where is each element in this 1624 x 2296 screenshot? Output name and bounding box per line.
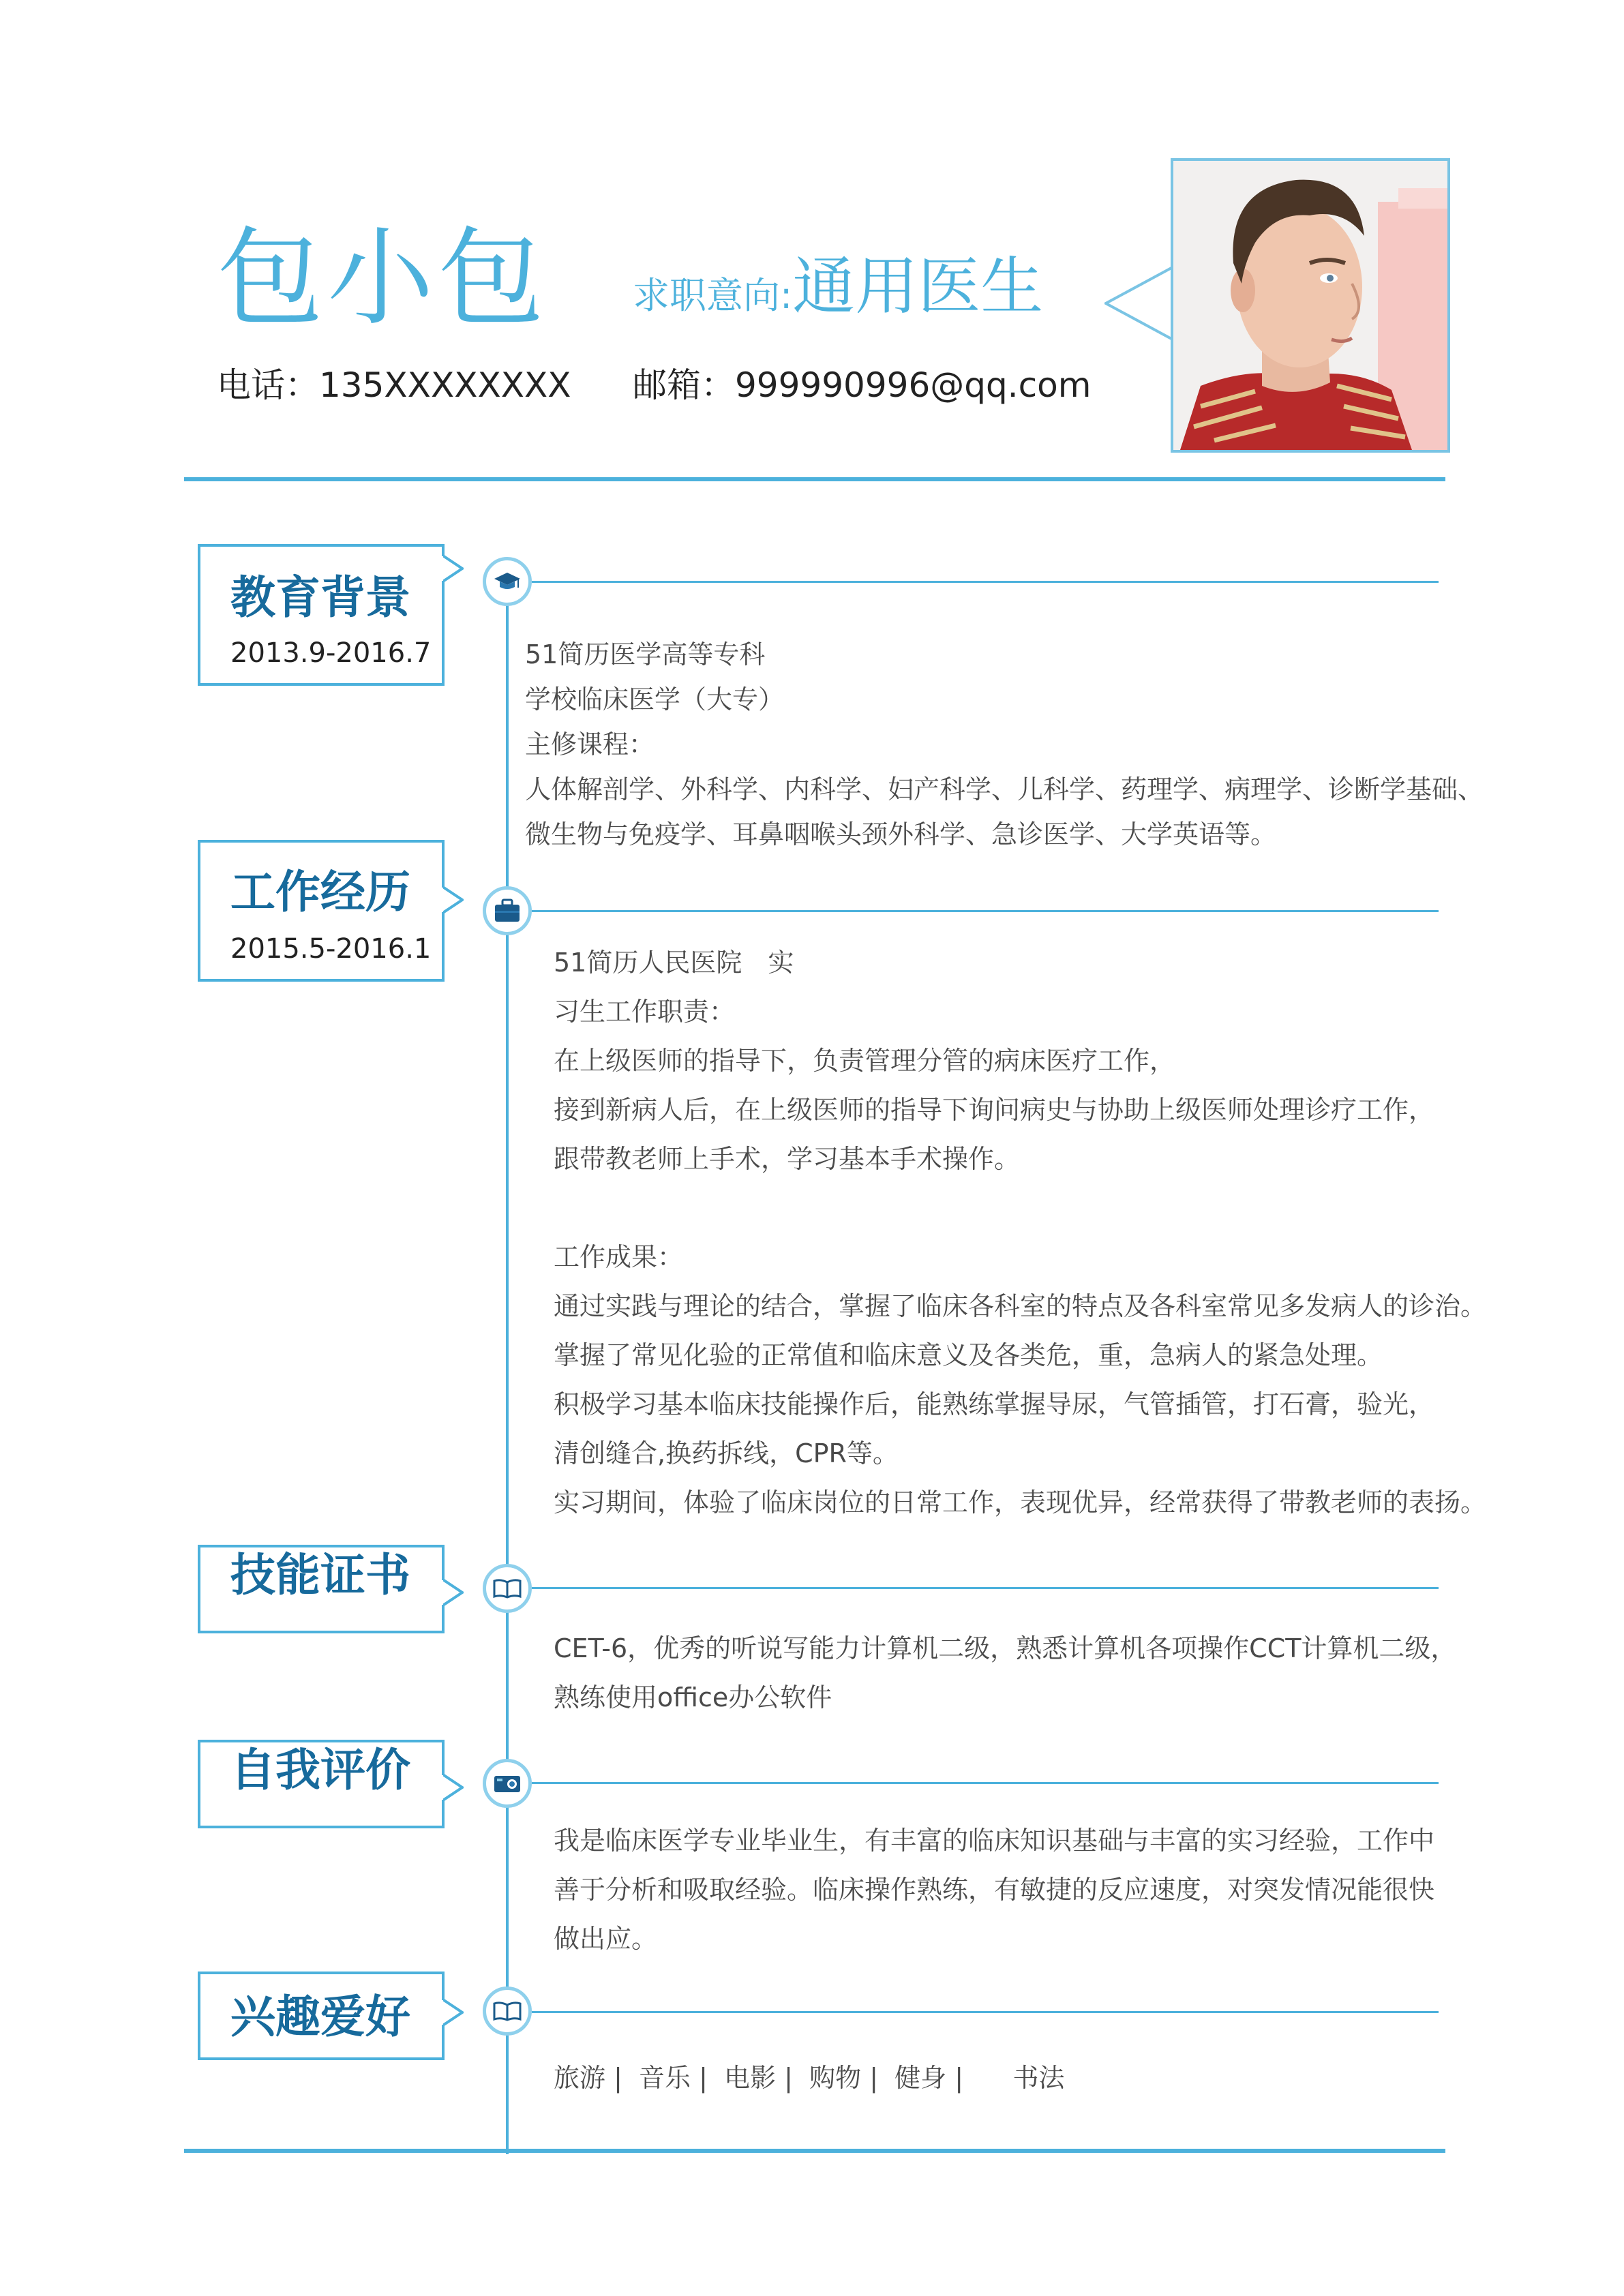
skills-line: 熟练使用office办公软件	[554, 1682, 832, 1712]
education-content	[525, 630, 1484, 859]
book-icon	[492, 2000, 522, 2022]
work-box-pointer	[442, 885, 464, 915]
self-eval-box-pointer	[442, 1772, 464, 1802]
work-line: 工作成果：	[554, 1242, 684, 1272]
education-box-pointer	[442, 554, 464, 584]
phone-number: 电话：135XXXXXXXX	[217, 365, 571, 405]
work-line: 掌握了常见化验的正常值和临床意义及各类危，重，急病人的紧急处理。	[554, 1340, 1383, 1370]
briefcase-icon	[494, 898, 521, 923]
work-line: 在上级医师的指导下，负责管理分管的病床医疗工作，	[554, 1046, 1176, 1076]
work-line: 接到新病人后，在上级医师的指导下询问病史与协助上级医师处理诊疗工作，	[554, 1095, 1435, 1125]
job-intent-value: 通用医生	[792, 250, 1044, 323]
education-rule	[532, 581, 1439, 583]
profile-photo	[1171, 158, 1450, 453]
education-node	[483, 557, 532, 606]
education-line: 人体解剖学、外科学、内科学、妇产科学、儿科学、药理学、病理学、诊断学基础、	[525, 774, 1484, 804]
self-eval-content	[554, 1816, 1434, 1963]
self-eval-line: 善于分析和吸取经验。临床操作熟练，有敏捷的反应速度，对突发情况能很快	[554, 1875, 1435, 1905]
hobbies-rule	[532, 2011, 1439, 2013]
self-eval-line: 做出应。	[554, 1924, 658, 1954]
work-line: 通过实践与理论的结合，掌握了临床各科室的特点及各科室常见多发病人的诊治。	[554, 1291, 1487, 1321]
work-content	[554, 938, 1486, 1527]
education-line: 微生物与免疫学、耳鼻咽喉头颈外科学、急诊医学、大学英语等。	[525, 819, 1277, 849]
education-line: 学校临床医学（大专）	[525, 684, 785, 714]
timeline-line	[506, 566, 509, 2154]
footer-divider	[184, 2149, 1445, 2153]
self-eval-header	[198, 1740, 445, 1828]
graduation-cap-icon	[494, 571, 521, 592]
hobbies-box-pointer	[442, 1997, 464, 2027]
work-node	[483, 886, 532, 935]
work-line: 习生工作职责：	[554, 997, 736, 1027]
self-eval-node	[483, 1759, 532, 1808]
book-icon	[492, 1577, 522, 1599]
skills-node	[483, 1564, 532, 1613]
hobbies-line: 旅游 | 音乐 | 电影 | 购物 | 健身 | 书法	[554, 2063, 1065, 2093]
job-intent-label: 求职意向:	[633, 274, 793, 317]
skills-line: CET-6，优秀的听说写能力计算机二级，熟悉计算机各项操作CCT计算机二级，	[554, 1633, 1457, 1663]
work-line: 实习期间，体验了临床岗位的日常工作，表现优异，经常获得了带教老师的表扬。	[554, 1487, 1487, 1517]
skills-box-pointer	[442, 1577, 464, 1607]
work-line: 清创缝合,换药拆线，CPR等。	[554, 1438, 899, 1468]
skills-rule	[532, 1587, 1439, 1589]
hobbies-content	[554, 2053, 1065, 2102]
education-line: 51简历医学高等专科	[525, 639, 766, 669]
header-divider	[184, 477, 1445, 481]
candidate-name: 包小包	[217, 216, 548, 340]
self-eval-title: 自我评价	[230, 1744, 410, 1796]
work-line: 跟带教老师上手术，学习基本手术操作。	[554, 1144, 1021, 1174]
education-date: 2013.9-2016.7	[230, 637, 432, 669]
email-address: 邮箱：999990996@qq.com	[633, 365, 1092, 405]
education-line: 主修课程：	[525, 729, 655, 759]
work-title: 工作经历	[230, 866, 410, 918]
work-line	[554, 1183, 1486, 1233]
work-rule	[532, 910, 1439, 912]
self-eval-rule	[532, 1782, 1439, 1784]
skills-content	[554, 1624, 1456, 1722]
portrait-image	[1173, 161, 1447, 450]
work-line: 51简历人民医院 实	[554, 948, 794, 978]
work-header	[198, 840, 445, 982]
work-line: 积极学习基本临床技能操作后，能熟练掌握导尿，气管插管，打石膏，验光，	[554, 1389, 1435, 1419]
skills-header	[198, 1545, 445, 1633]
work-date: 2015.5-2016.1	[230, 933, 432, 965]
skills-title: 技能证书	[230, 1549, 410, 1601]
job-intent	[633, 250, 1044, 323]
photo-pointer-arrow	[1104, 266, 1175, 341]
education-title: 教育背景	[230, 571, 410, 624]
hobbies-node	[483, 1987, 532, 2036]
self-eval-line: 我是临床医学专业毕业生，有丰富的临床知识基础与丰富的实习经验，工作中	[554, 1826, 1435, 1856]
hobbies-title: 兴趣爱好	[230, 1991, 410, 2043]
education-header	[198, 544, 445, 686]
hobbies-header	[198, 1972, 445, 2060]
camera-icon	[493, 1773, 522, 1794]
